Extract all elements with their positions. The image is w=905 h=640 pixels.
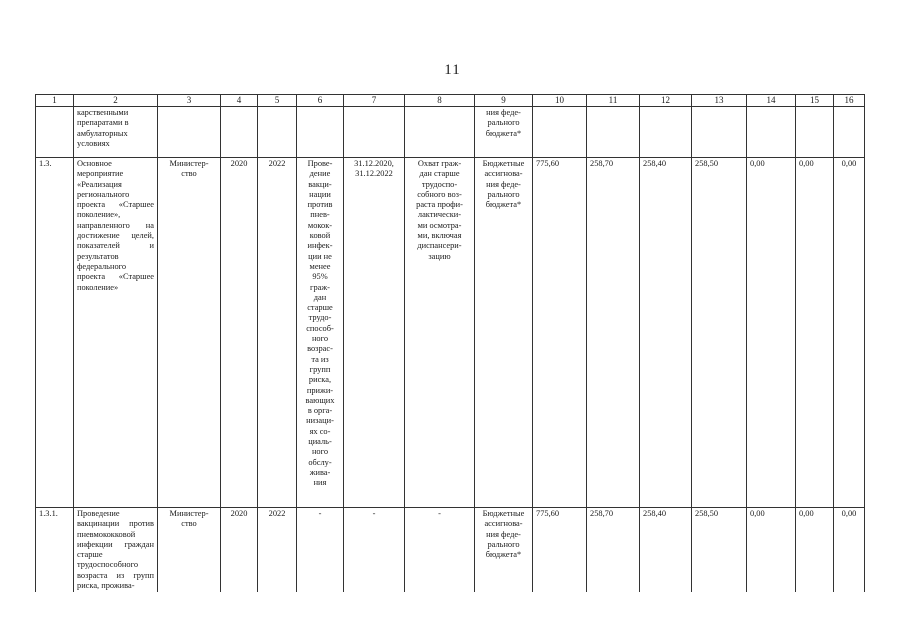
cell-funding-source-text: Бюджетные ассигнова- ния феде- рального бюджета* <box>482 159 525 210</box>
cell-funding-source <box>475 508 533 593</box>
cell-total <box>533 107 587 158</box>
cell-dates <box>344 107 405 158</box>
header-row <box>36 95 865 107</box>
cell-result <box>297 107 344 158</box>
cell-number <box>36 107 74 158</box>
cell-year-5 <box>796 107 834 158</box>
program-table <box>35 94 865 592</box>
cell-year-6: 0,00 <box>834 508 865 593</box>
col-header-16: 16 <box>834 95 865 107</box>
cell-dates <box>344 158 405 508</box>
cell-number: 1.3. <box>36 158 74 508</box>
col-header-11: 11 <box>587 95 640 107</box>
cell-funding-source-text: ния феде- рального бюджета* <box>485 108 522 138</box>
cell-dates: - <box>344 508 405 593</box>
cell-indicator-text: Охват граж- дан старше трудоспо- собного воз- раста профи- лактически- ми осмотра- ми, включая диспансери- зацию <box>416 159 463 261</box>
col-header-1: 1 <box>36 95 74 107</box>
cell-activity: Проведение вакцинации против пневмококковой инфекции граждан старше трудоспособного возраста из групп риска, прожива- <box>74 508 158 593</box>
cell-funding-source <box>475 107 533 158</box>
cell-executor <box>158 158 221 508</box>
col-header-3: 3 <box>158 95 221 107</box>
cell-year-4: 0,00 <box>747 158 796 508</box>
col-header-7: 7 <box>344 95 405 107</box>
cell-year-3 <box>692 107 747 158</box>
cell-activity-text: карственными препаратами в амбулаторных условиях <box>77 108 129 148</box>
col-header-5: 5 <box>258 95 297 107</box>
col-header-13: 13 <box>692 95 747 107</box>
cell-end-year <box>258 107 297 158</box>
cell-year-3: 258,50 <box>692 158 747 508</box>
cell-end-year: 2022 <box>258 158 297 508</box>
cell-year-2 <box>640 107 692 158</box>
cell-funding-source <box>475 158 533 508</box>
col-header-10: 10 <box>533 95 587 107</box>
col-header-12: 12 <box>640 95 692 107</box>
cell-total: 775,60 <box>533 508 587 593</box>
cell-year-6: 0,00 <box>834 158 865 508</box>
cell-activity <box>74 107 158 158</box>
cell-year-4: 0,00 <box>747 508 796 593</box>
col-header-6: 6 <box>297 95 344 107</box>
cell-year-1: 258,70 <box>587 508 640 593</box>
cell-executor <box>158 508 221 593</box>
cell-dates-text: 31.12.2020, 31.12.2022 <box>354 159 394 179</box>
cell-executor-text: Министер- ство <box>169 159 209 179</box>
cell-year-2: 258,40 <box>640 508 692 593</box>
cell-indicator <box>405 158 475 508</box>
table-row-1-3 <box>36 158 865 508</box>
table-row-1-3-1 <box>36 508 865 593</box>
cell-year-5: 0,00 <box>796 158 834 508</box>
cell-start-year <box>221 107 258 158</box>
cell-indicator: - <box>405 508 475 593</box>
col-header-4: 4 <box>221 95 258 107</box>
cell-executor <box>158 107 221 158</box>
cell-year-2: 258,40 <box>640 158 692 508</box>
cell-year-4 <box>747 107 796 158</box>
cell-start-year: 2020 <box>221 158 258 508</box>
cell-year-1 <box>587 107 640 158</box>
cell-year-1: 258,70 <box>587 158 640 508</box>
cell-result <box>297 158 344 508</box>
cell-executor-text: Министер- ство <box>169 509 209 529</box>
page-number: 11 <box>444 62 461 78</box>
cell-year-3: 258,50 <box>692 508 747 593</box>
col-header-9: 9 <box>475 95 533 107</box>
col-header-15: 15 <box>796 95 834 107</box>
cell-year-6 <box>834 107 865 158</box>
col-header-8: 8 <box>405 95 475 107</box>
cell-activity: Основное мероприятие «Реализация регионального проекта «Старшее поколение», направленного на достижение целей, показателей и результатов федерального проекта «Старшее поколение» <box>74 158 158 508</box>
cell-result-text: Прове- дение вакци- нации против пнев- мокок- ковой инфек- ции не менее 95% граж- дан старше трудо- способ- ного возрас- та из групп риска, прижи- вающих в орга- низаци- ях со- циаль- ного обслу- жива- ния <box>305 159 335 488</box>
cell-funding-source-text: Бюджетные ассигнова- ния феде- рального бюджета* <box>482 509 525 560</box>
cell-result: - <box>297 508 344 593</box>
col-header-14: 14 <box>747 95 796 107</box>
cell-start-year: 2020 <box>221 508 258 593</box>
cell-end-year: 2022 <box>258 508 297 593</box>
cell-year-5: 0,00 <box>796 508 834 593</box>
cell-indicator <box>405 107 475 158</box>
cell-total: 775,60 <box>533 158 587 508</box>
table-row-continuation <box>36 107 865 158</box>
cell-number: 1.3.1. <box>36 508 74 593</box>
col-header-2: 2 <box>74 95 158 107</box>
